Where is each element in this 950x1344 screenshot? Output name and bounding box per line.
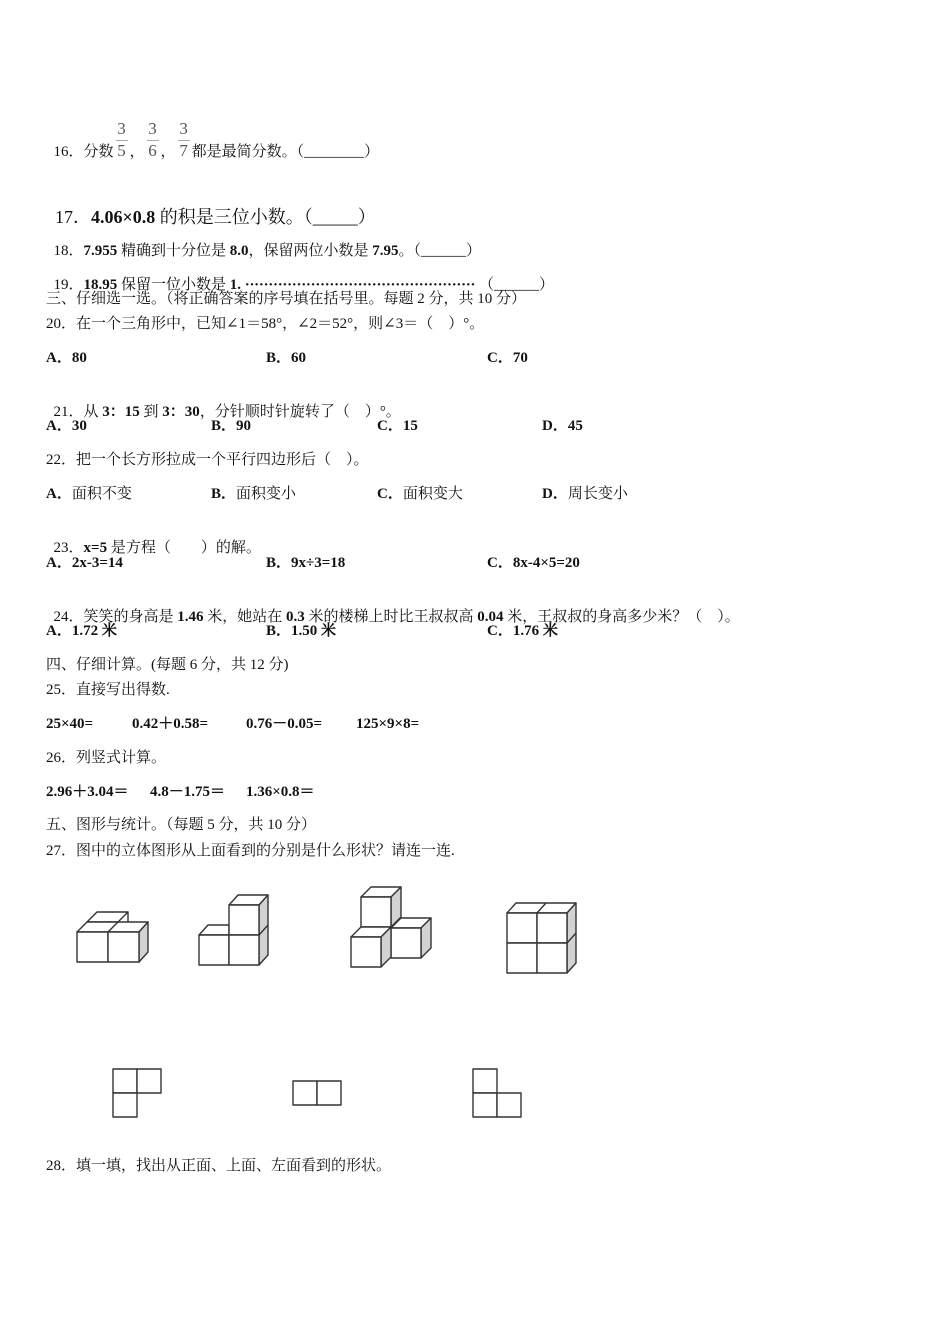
question-27: 27．图中的立体图形从上面看到的分别是什么形状？请连一连. bbox=[46, 843, 455, 859]
question-text: 都是最简分数。 bbox=[191, 144, 297, 160]
option-label: D． bbox=[542, 486, 568, 502]
option-value: 15 bbox=[402, 418, 418, 434]
comma: ， bbox=[160, 144, 176, 160]
question-number: 19． bbox=[53, 277, 84, 293]
numerator: 3 bbox=[117, 119, 126, 138]
option-label: C． bbox=[377, 486, 403, 502]
option-value: 70 bbox=[512, 350, 528, 366]
expression: 4.06×0.8 bbox=[91, 207, 156, 227]
time: 3：30 bbox=[162, 404, 200, 420]
option-value: 面积变大 bbox=[402, 486, 463, 502]
question-text: 精确到十分位是 bbox=[117, 243, 230, 259]
question-text: 到 bbox=[139, 404, 163, 420]
option-label: D． bbox=[542, 418, 568, 434]
number: 7.95 bbox=[372, 243, 399, 259]
question-text: ，保留两位小数是 bbox=[248, 243, 373, 259]
question-text: 米，王叔叔的身高多少米？（ ）。 bbox=[503, 609, 740, 625]
equation: x=5 bbox=[83, 540, 108, 556]
comma: ， bbox=[129, 144, 145, 160]
option-label: B． bbox=[266, 555, 292, 571]
vertical-calc-item-1: 2.96＋3.04＝ bbox=[46, 784, 129, 800]
denominator: 5 bbox=[117, 141, 126, 160]
number: 0.04 bbox=[477, 609, 504, 625]
question-number: 17． bbox=[55, 207, 91, 227]
option-value: 1.50 米 bbox=[291, 623, 337, 639]
section-4-heading: 四、仔细计算。(每题 6 分，共 12 分) bbox=[46, 657, 289, 673]
question-20: 20．在一个三角形中，已知∠1＝58°，∠2＝52°，则∠3＝（ ）°。 bbox=[46, 316, 485, 332]
answer-blank[interactable]: （________） bbox=[296, 144, 380, 160]
option-value: 面积不变 bbox=[71, 486, 132, 502]
number: 0.3 bbox=[286, 609, 305, 625]
answer-blank[interactable]: （_____） bbox=[303, 207, 376, 227]
solid-3-figure bbox=[351, 887, 431, 967]
question-text: 米，她站在 bbox=[203, 609, 287, 625]
question-number: 23． bbox=[53, 540, 84, 556]
option-label: A． bbox=[46, 486, 72, 502]
question-text: 分数 bbox=[83, 144, 114, 160]
denominator: 6 bbox=[148, 141, 157, 160]
top-view-3-shape[interactable] bbox=[473, 1069, 521, 1117]
option-label: B． bbox=[211, 486, 237, 502]
number: 7.955 bbox=[83, 243, 118, 259]
solid-1-figure bbox=[77, 912, 148, 962]
option-value: 2x-3=14 bbox=[71, 555, 123, 571]
option-label: B． bbox=[266, 350, 292, 366]
question-text: 是方程（ ）的解。 bbox=[107, 540, 261, 556]
question-22: 22．把一个长方形拉成一个平行四边形后（ ）。 bbox=[46, 452, 369, 468]
option-label: B． bbox=[266, 623, 292, 639]
question-25: 25．直接写出得数. bbox=[46, 682, 170, 698]
option-value: 8x-4×5=20 bbox=[512, 555, 580, 571]
question-text: 米的楼梯上时比王叔叔高 bbox=[304, 609, 478, 625]
option-value: 9x÷3=18 bbox=[291, 555, 346, 571]
numerator: 3 bbox=[179, 119, 188, 138]
top-view-1-shape[interactable] bbox=[113, 1069, 161, 1117]
option-label: A． bbox=[46, 623, 72, 639]
question-text: ，分针顺时针旋转了（ ）°。 bbox=[199, 404, 401, 420]
option-label: A． bbox=[46, 555, 72, 571]
calc-item-3: 0.76－0.05= bbox=[246, 716, 323, 732]
dot-leader: ················································· bbox=[244, 277, 476, 293]
question-number: 18． bbox=[53, 243, 84, 259]
option-value: 面积变小 bbox=[236, 486, 297, 502]
section-5-heading: 五、图形与统计。（每题 5 分，共 10 分） bbox=[46, 817, 317, 833]
calc-item-2: 0.42＋0.58= bbox=[132, 716, 209, 732]
option-label: A． bbox=[46, 418, 72, 434]
question-text: 的积是三位小数。 bbox=[155, 207, 304, 227]
answer-blank[interactable]: （______） bbox=[475, 277, 554, 293]
question-text: 保留一位小数是 bbox=[117, 277, 230, 293]
option-label: C． bbox=[487, 555, 513, 571]
option-label: B． bbox=[211, 418, 237, 434]
question-text: 24．笑笑的身高是 bbox=[53, 609, 178, 625]
calc-item-4: 125×9×8= bbox=[356, 716, 420, 732]
answer-blank[interactable]: 。（______） bbox=[398, 243, 482, 259]
number: 1. bbox=[229, 277, 242, 293]
option-value: 周长变小 bbox=[567, 486, 628, 502]
option-value: 80 bbox=[71, 350, 87, 366]
vertical-calc-item-2: 4.8－1.75＝ bbox=[150, 784, 226, 800]
numerator: 3 bbox=[148, 119, 157, 138]
number: 8.0 bbox=[229, 243, 249, 259]
option-label: A． bbox=[46, 350, 72, 366]
option-value: 60 bbox=[291, 350, 307, 366]
question-text: 21．从 bbox=[53, 404, 103, 420]
option-label: C． bbox=[487, 350, 513, 366]
option-label: C． bbox=[487, 623, 513, 639]
option-value: 1.72 米 bbox=[71, 623, 117, 639]
vertical-calc-item-3: 1.36×0.8＝ bbox=[246, 784, 315, 800]
question-26: 26．列竖式计算。 bbox=[46, 750, 167, 766]
option-value: 1.76 米 bbox=[512, 623, 558, 639]
question-number: 16． bbox=[53, 144, 84, 160]
option-value: 45 bbox=[567, 418, 583, 434]
top-view-2-shape[interactable] bbox=[293, 1081, 341, 1105]
number: 18.95 bbox=[83, 277, 118, 293]
option-value: 90 bbox=[236, 418, 252, 434]
option-value: 30 bbox=[71, 418, 87, 434]
denominator: 7 bbox=[179, 141, 188, 160]
question-28: 28．填一填，找出从正面、上面、左面看到的形状。 bbox=[46, 1158, 392, 1174]
section-3-heading: 三、仔细选一选。（将正确答案的序号填在括号里。每题 2 分，共 10 分） bbox=[46, 291, 527, 307]
solid-2-figure bbox=[199, 895, 268, 965]
number: 1.46 bbox=[177, 609, 204, 625]
time: 3：15 bbox=[102, 404, 140, 420]
solid-4-figure bbox=[507, 903, 576, 973]
calc-item-1: 25×40= bbox=[46, 716, 94, 732]
option-label: C． bbox=[377, 418, 403, 434]
